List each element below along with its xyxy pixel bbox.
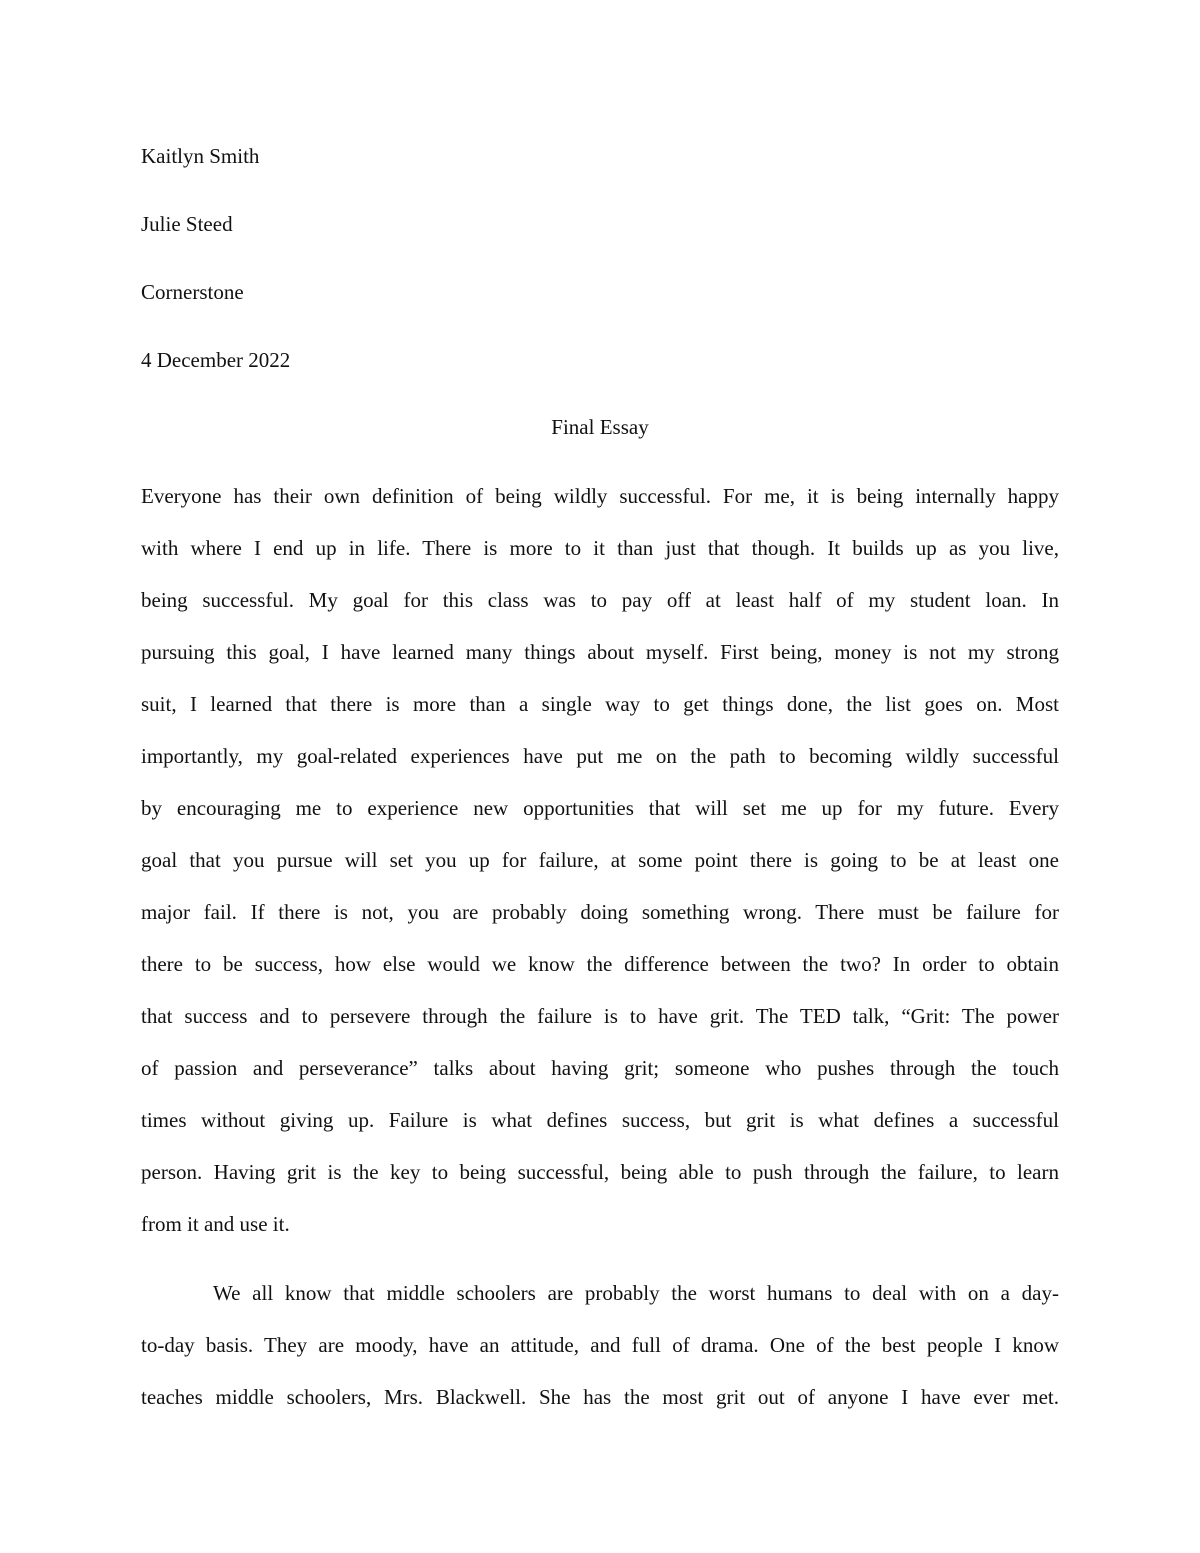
body-line: with where I end up in life. There is more to it than just that though. It builds up as you live, [141,536,1059,560]
course-name: Cornerstone [141,280,244,304]
body-line: importantly, my goal-related experiences have put me on the path to becoming wildly successful [141,744,1059,768]
body-line: major fail. If there is not, you are probably doing something wrong. There must be failure for [141,900,1059,924]
body-line: Everyone has their own definition of being wildly successful. For me, it is being internally happy [141,484,1059,508]
body-line: suit, I learned that there is more than a single way to get things done, the list goes on. Most [141,692,1059,716]
student-name: Kaitlyn Smith [141,144,260,168]
instructor-name: Julie Steed [141,212,233,236]
body-line: We all know that middle schoolers are probably the worst humans to deal with on a day- [213,1281,1059,1305]
body-line: pursuing this goal, I have learned many things about myself. First being, money is not my strong [141,640,1059,664]
body-line: times without giving up. Failure is what defines success, but grit is what defines a successful [141,1108,1059,1132]
essay-date: 4 December 2022 [141,348,291,372]
body-line: of passion and perseverance” talks about having grit; someone who pushes through the touch [141,1056,1059,1080]
body-line: by encouraging me to experience new opportunities that will set me up for my future. Every [141,796,1059,820]
body-line: to-day basis. They are moody, have an attitude, and full of drama. One of the best people I know [141,1333,1059,1357]
body-line: from it and use it. [141,1212,290,1236]
essay-title: Final Essay [551,415,649,439]
body-line: goal that you pursue will set you up for failure, at some point there is going to be at least one [141,848,1059,872]
body-line: person. Having grit is the key to being successful, being able to push through the failure, to learn [141,1160,1059,1184]
body-line: being successful. My goal for this class was to pay off at least half of my student loan. In [141,588,1059,612]
body-line: there to be success, how else would we know the difference between the two? In order to obtain [141,952,1059,976]
body-line: that success and to persevere through the failure is to have grit. The TED talk, “Grit: The power [141,1004,1059,1028]
body-line: teaches middle schoolers, Mrs. Blackwell. She has the most grit out of anyone I have ever met. [141,1385,1059,1409]
